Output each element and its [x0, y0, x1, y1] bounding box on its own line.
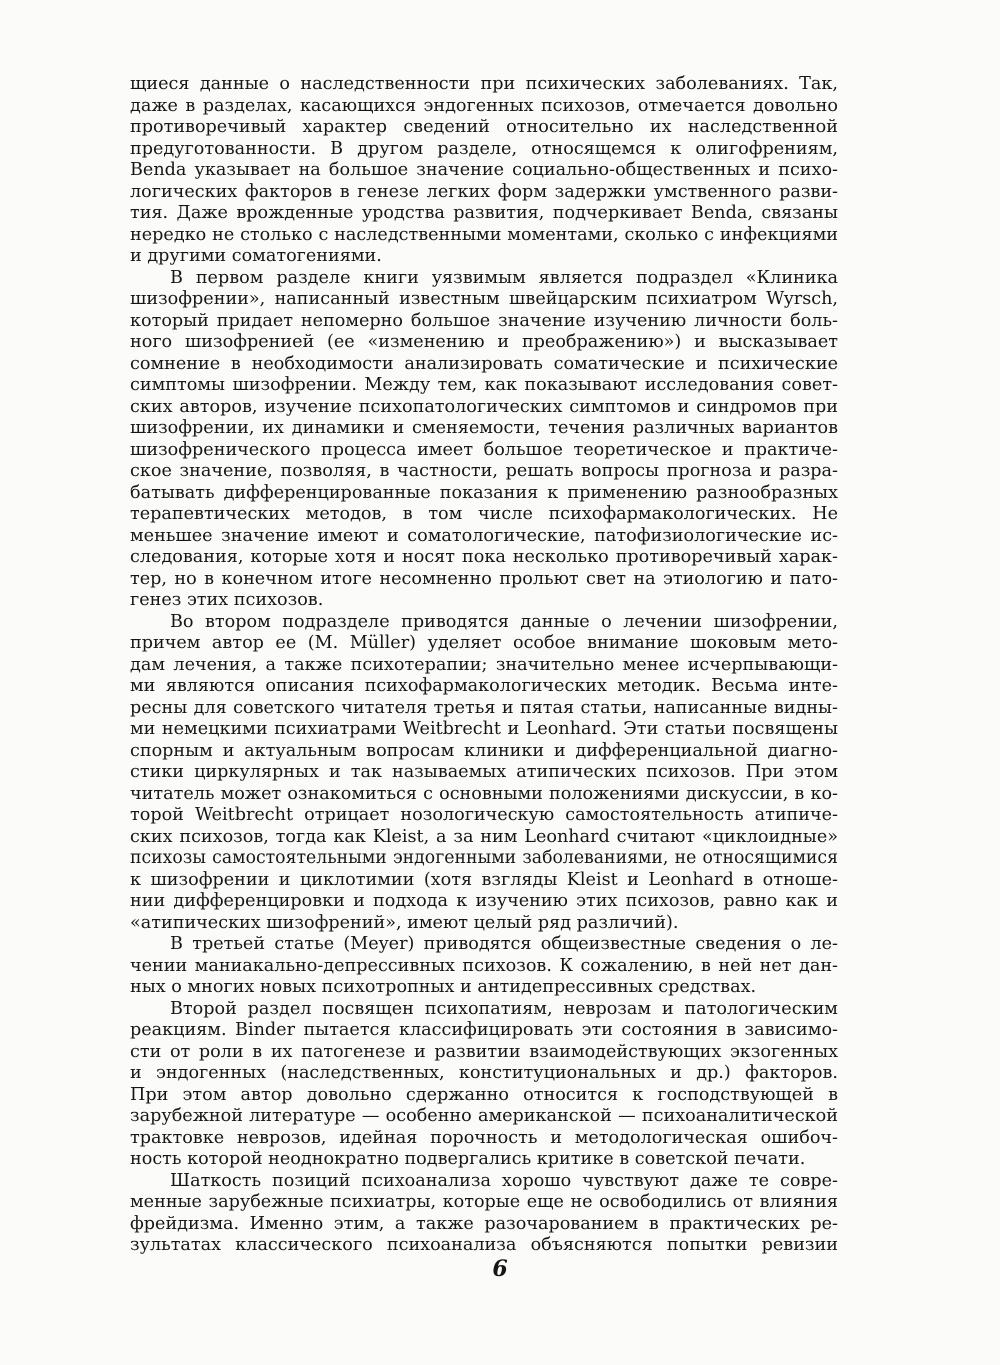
text-line: шизофрении», написанный известным швейцарским психиатром Wyrsch, — [130, 289, 838, 309]
text-line: и эндогенных (наследственных, конституциональных и др.) факторов. — [130, 1063, 838, 1083]
text-line: реакциям. Binder пытается классифицировать эти состояния в зависимо- — [130, 1020, 838, 1040]
paragraph-6 — [130, 1171, 838, 1257]
text-line: ми немецкими психиатрами Weitbrecht и Leonhard. Эти статьи посвящены — [130, 719, 838, 739]
text-line: нередко не столько с наследственными моментами, сколько с инфекциями — [130, 224, 838, 245]
text-line: зультатах классического психоанализа объясняются попытки ревизии — [130, 1235, 838, 1255]
text-line: ских авторов, изучение психопатологических симптомов и синдромов при — [130, 396, 838, 417]
text-line: ресны для советского читателя третья и пятая статьи, написанные видны- — [130, 697, 838, 718]
text-line: щиеся данные о наследственности при психических заболеваниях. Так, — [130, 74, 838, 94]
text-line: и другими соматогениями. — [130, 246, 382, 266]
text-line: фрейдизма. Именно этим, а также разочарованием в практических ре- — [130, 1213, 838, 1234]
page-number: 6 — [492, 1256, 508, 1282]
body-text — [130, 74, 838, 1257]
text-line: чении маниакально-депрессивных психозов. К сожалению, в ней нет дан- — [130, 955, 838, 976]
text-line: «атипических шизофрений», имеют целый ряд различий). — [130, 912, 679, 933]
text-line: психозы самостоятельными эндогенными заболеваниями, не относящимися — [130, 848, 838, 868]
text-line: Во втором подразделе приводятся данные о лечении шизофрении, — [170, 611, 838, 632]
paragraph-2 — [130, 268, 838, 612]
text-line: который придает непомерно большое значение изучению личности боль- — [130, 310, 838, 331]
text-line: Второй раздел посвящен психопатиям, неврозам и патологическим — [170, 998, 838, 1019]
text-line: шизофрении, их динамики и сменяемости, течения различных вариантов — [130, 418, 838, 438]
paragraph-3 — [130, 612, 838, 935]
text-line: генез этих психозов. — [130, 590, 324, 610]
text-line: стики циркулярных и так называемых атипических психозов. При этом — [130, 762, 838, 782]
text-line: сти от роли в их патогенезе и развитии взаимодействующих экзогенных — [130, 1041, 838, 1062]
paragraph-5 — [130, 999, 838, 1171]
text-line: следования, которые хотя и носят пока несколько противоречивый харак- — [130, 547, 838, 567]
text-line: Шаткость позиций психоанализа хорошо чувствуют даже те совре- — [170, 1170, 838, 1191]
text-line: причем автор ее (M. Müller) уделяет особое внимание шоковым мето- — [130, 633, 838, 653]
text-line: сомнение в необходимости анализировать соматические и психические — [130, 353, 838, 374]
text-line: даже в разделах, касающихся эндогенных психозов, отмечается довольно — [130, 95, 838, 116]
paragraph-4 — [130, 934, 838, 999]
text-line: менные зарубежные психиатры, которые еще не освободились от влияния — [130, 1192, 838, 1212]
text-line: Benda указывает на большое значение социально-общественных и психо- — [130, 160, 838, 180]
text-line: спорным и актуальным вопросам клиники и дифференциальной диагно- — [130, 740, 838, 761]
text-line: зарубежной литературе — особенно американской — психоаналитической — [130, 1106, 838, 1126]
text-line: противоречивый характер сведений относительно их наследственной — [130, 117, 838, 137]
text-line: логических факторов в генезе легких форм задержки умственного разви- — [130, 181, 838, 202]
text-line: В третьей статье (Meyer) приводятся общеизвестные сведения о ле- — [170, 934, 838, 954]
text-line: тер, но в конечном итоге несомненно прольют свет на этиологию и пато- — [130, 568, 838, 589]
text-line: ных о многих новых психотропных и антидепрессивных средствах. — [130, 977, 757, 997]
text-line: ность которой неоднократно подвергались критике в советской печати. — [130, 1149, 806, 1169]
text-line: симптомы шизофрении. Между тем, как показывают исследования совет- — [130, 375, 838, 395]
text-line: батывать дифференцированные показания к применению разнообразных — [130, 482, 838, 503]
text-line: При этом автор довольно сдержанно относится к господствующей в — [130, 1084, 838, 1105]
text-line: ских психозов, тогда как Kleist, а за ним Leonhard считают «циклоидные» — [130, 826, 838, 847]
text-line: торой Weitbrecht отрицает нозологическую самостоятельность атипиче- — [130, 805, 838, 825]
text-line: трактовке неврозов, идейная порочность и методологическая ошибоч- — [130, 1127, 838, 1148]
text-line: терапевтических методов, в том числе психофармакологических. Не — [130, 504, 838, 524]
text-line: ного шизофренией (ее «изменению и преображению») и высказывает — [130, 332, 838, 352]
text-line: тия. Даже врожденные уродства развития, подчеркивает Benda, связаны — [130, 203, 838, 223]
paragraph-1 — [130, 74, 838, 268]
text-line: дам лечения, а также психотерапии; значительно менее исчерпывающи- — [130, 654, 838, 675]
text-line: шизофренического процесса имеет большое теоретическое и практиче- — [130, 439, 838, 460]
text-line: ское значение, позволяя, в частности, решать вопросы прогноза и разра- — [130, 461, 838, 481]
text-line: к шизофрении и циклотимии (хотя взгляды Kleist и Leonhard в отноше- — [130, 869, 838, 890]
text-line: предуготованности. В другом разделе, относящемся к олигофрениям, — [130, 138, 838, 159]
text-line: ми являются описания психофармакологических методик. Весьма инте- — [130, 676, 838, 696]
text-line: нии дифференцировки и подхода к изучению этих психозов, равно как и — [130, 891, 838, 911]
text-line: читатель может ознакомиться с основными положениями дискуссии, в ко- — [130, 783, 838, 804]
text-line: В первом разделе книги уязвимым является подраздел «Клиника — [170, 267, 838, 288]
text-line: меньшее значение имеют и соматологические, патофизиологические ис- — [130, 525, 838, 546]
